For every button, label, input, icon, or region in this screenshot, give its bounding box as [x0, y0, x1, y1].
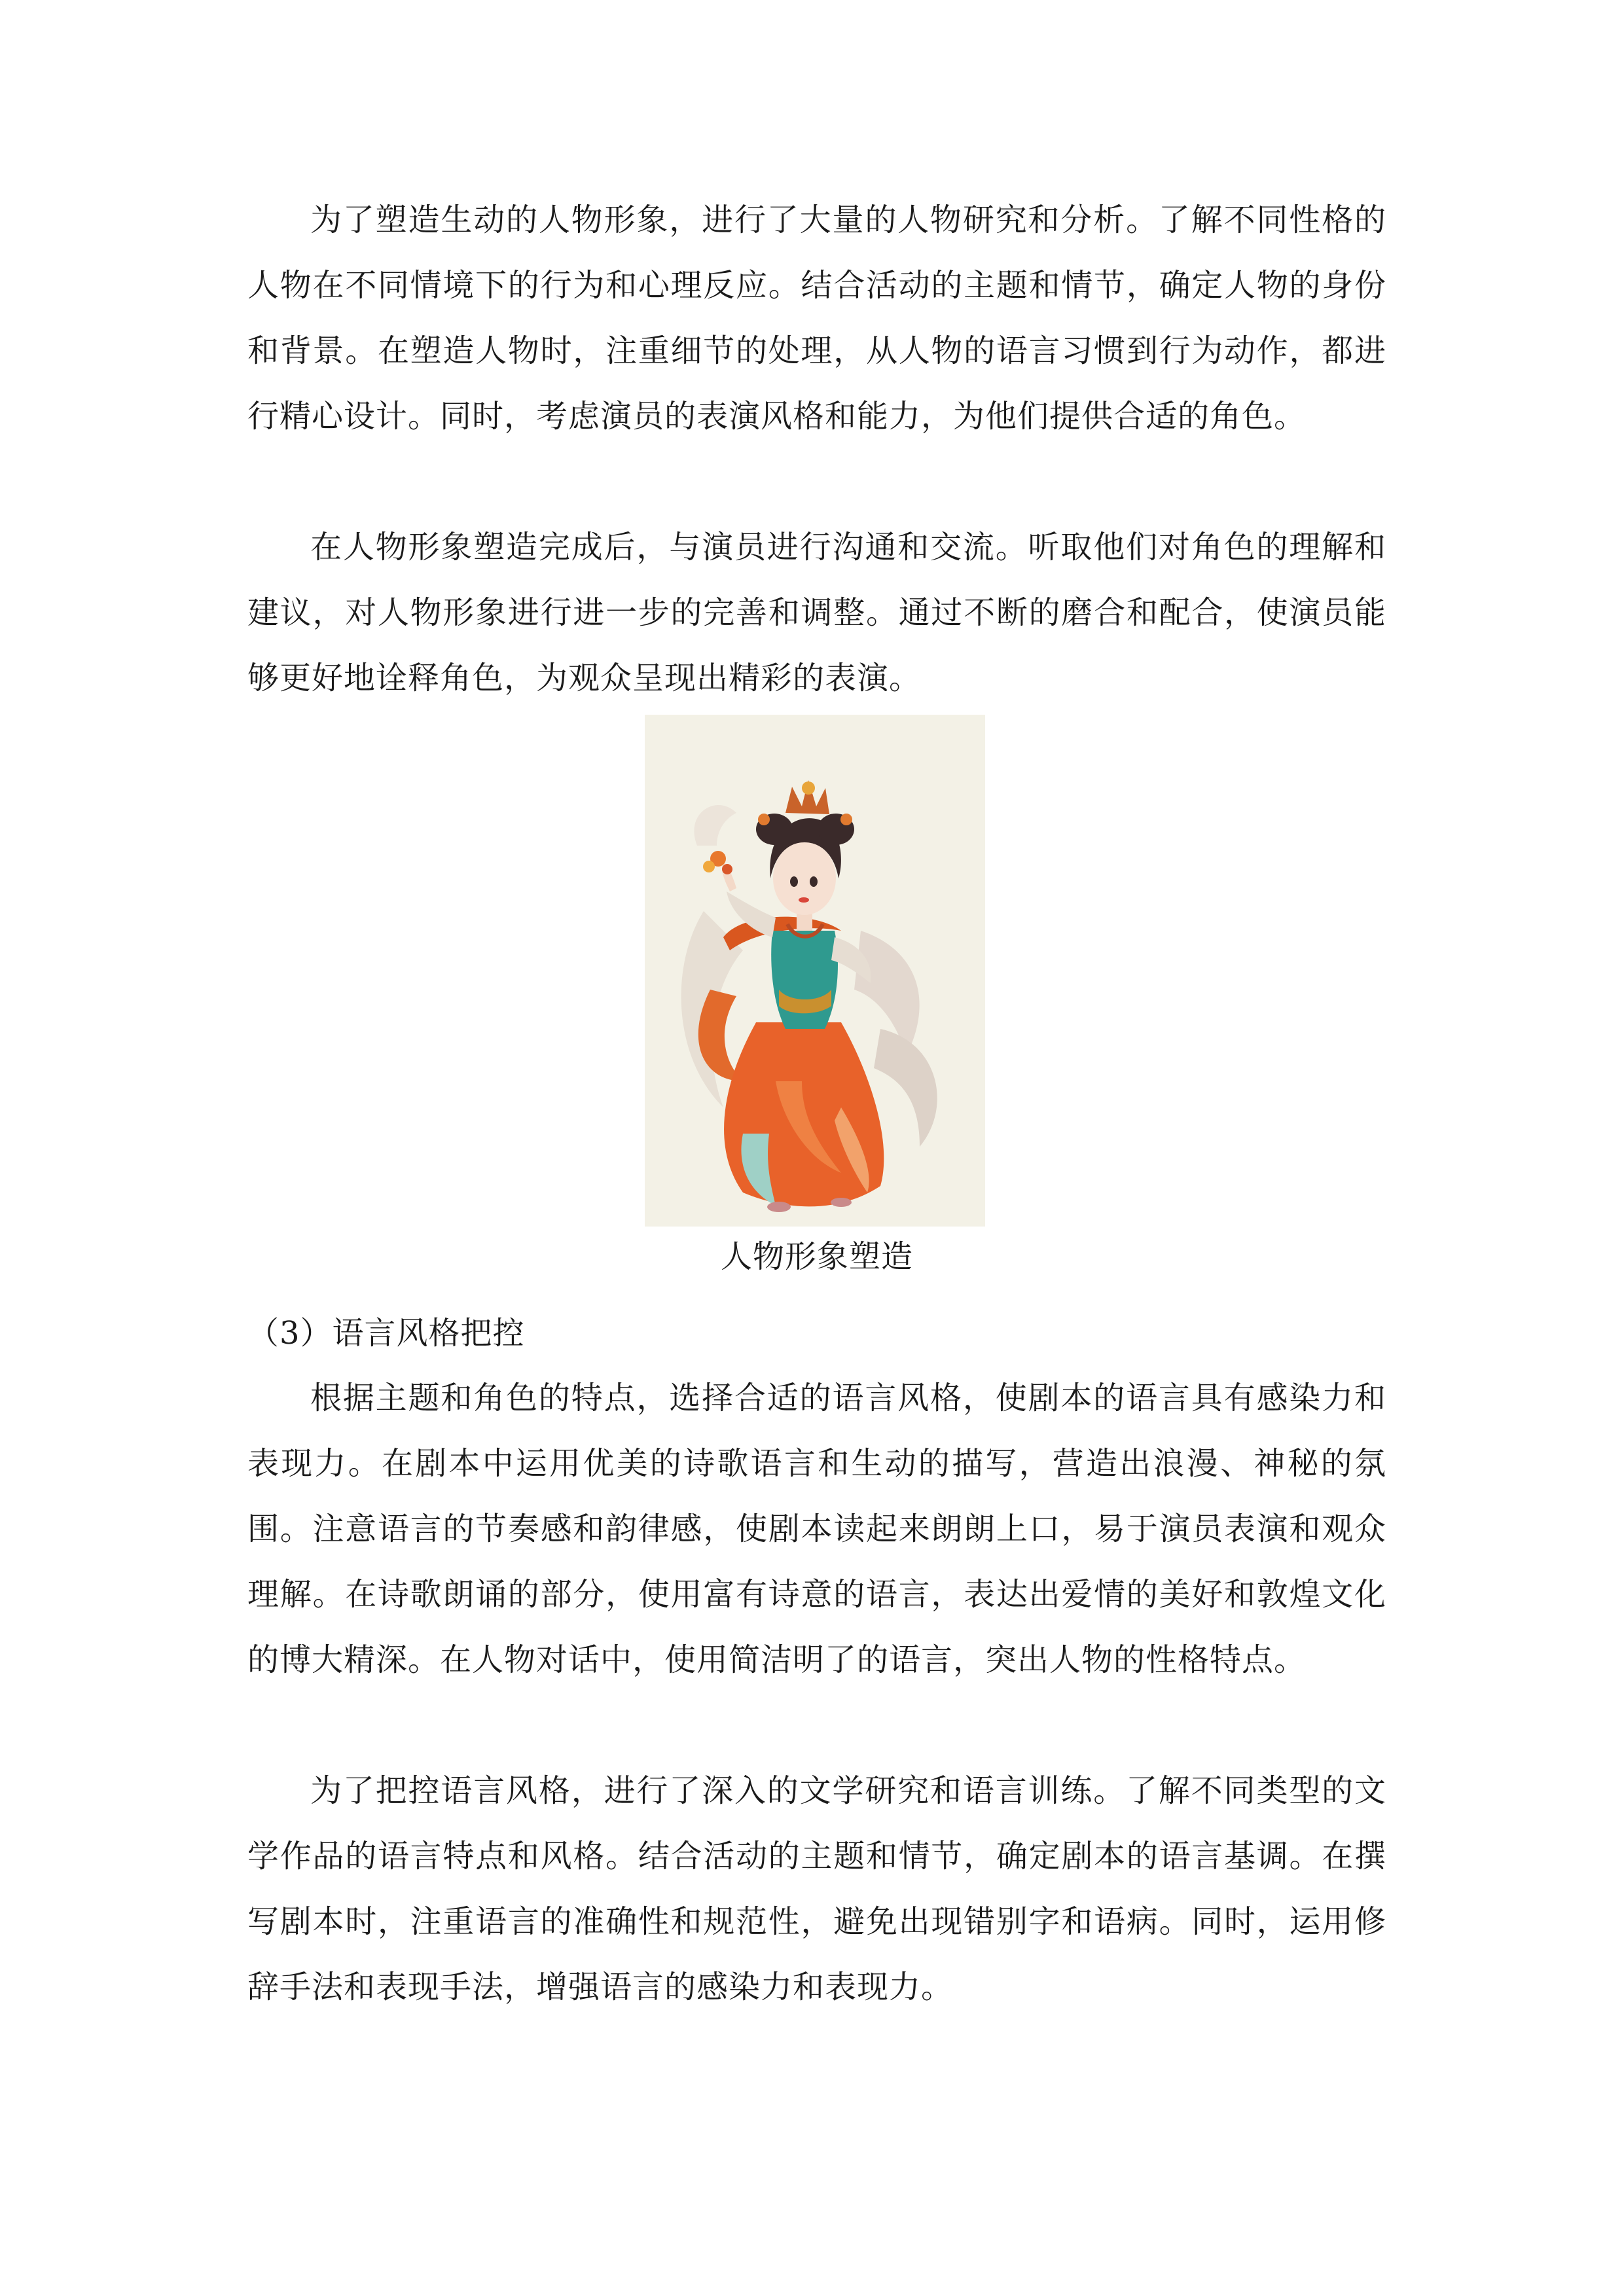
- figure-caption: 人物形象塑造: [720, 1238, 913, 1275]
- paragraph-language-research: 为了把控语言风格，进行了深入的文学研究和语言训练。了解不同类型的文学作品的语言特点和风格。结合活动的主题和情节，确定剧本的语言基调。在撰写剧本时，注重语言的准确性和规范性，避免出现错别字和语病。同时，运用修辞手法和表现手法，增强语言的感染力和表现力。: [247, 1772, 1386, 2005]
- paragraph-actor-communication: 在人物形象塑造完成后，与演员进行沟通和交流。听取他们对角色的理解和建议，对人物形象进行进一步的完善和调整。通过不断的磨合和配合，使演员能够更好地诠释角色，为观众呈现出精彩的表演。: [247, 529, 1386, 696]
- character-figure-image: [645, 715, 985, 1227]
- paragraph-character-research: 为了塑造生动的人物形象，进行了大量的人物研究和分析。了解不同性格的人物在不同情境下的行为和心理反应。结合活动的主题和情节，确定人物的身份和背景。在塑造人物时，注重细节的处理，从人物的语言习惯到行为动作，都进行精心设计。同时，考虑演员的表演风格和能力，为他们提供合适的角色。: [247, 202, 1386, 435]
- paragraph-language-style-choice: 根据主题和角色的特点，选择合适的语言风格，使剧本的语言具有感染力和表现力。在剧本中运用优美的诗歌语言和生动的描写，营造出浪漫、神秘的氛围。注意语言的节奏感和韵律感，使剧本读起来朗朗上口，易于演员表演和观众理解。在诗歌朗诵的部分，使用富有诗意的语言，表达出爱情的美好和敦煌文化的博大精深。在人物对话中，使用简洁明了的语言，突出人物的性格特点。: [247, 1380, 1386, 1678]
- dancer-illustration: [645, 715, 985, 1227]
- section-heading-language-style: （3）语言风格把控: [247, 1315, 525, 1352]
